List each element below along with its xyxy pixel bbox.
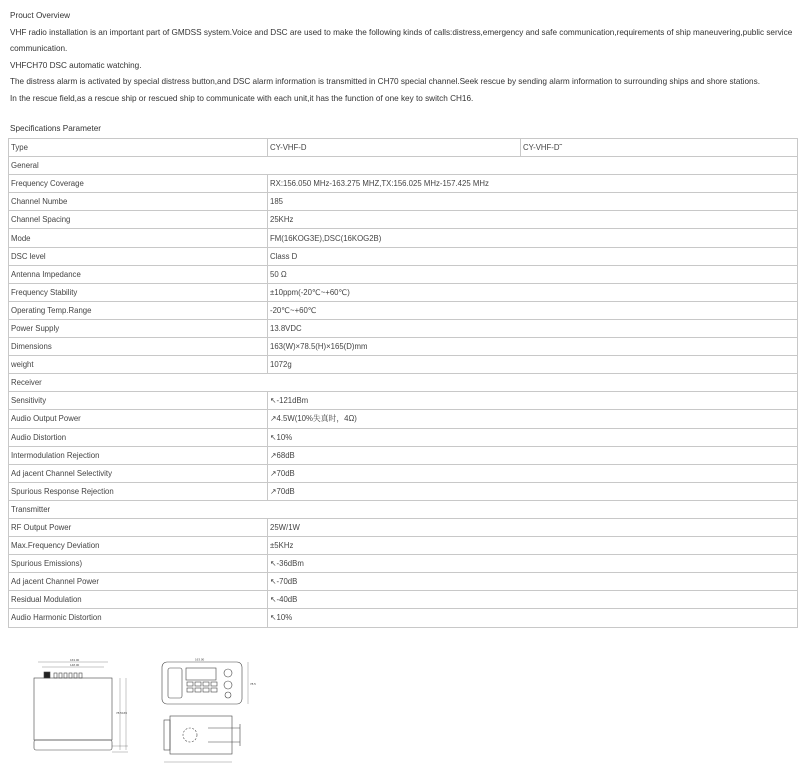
spec-row	[9, 211, 798, 229]
dim-label: 163.00	[70, 658, 80, 662]
technical-drawings	[30, 658, 270, 766]
spec-label: Sensitivity	[9, 392, 268, 410]
spec-row	[9, 464, 798, 482]
spec-label: RF Output Power	[9, 518, 268, 536]
overview-line: The distress alarm is activated by special distress button,and DSC alarm information is transmitted in CH70 special channel.Seek rescue by sending alarm information to surrounding ships and shore stations.	[10, 77, 760, 86]
dim-label: 78.5	[250, 682, 256, 686]
product-overview	[10, 8, 795, 107]
spec-label: Dimensions	[9, 338, 268, 356]
spec-row	[9, 319, 798, 337]
spec-value: ↖-121dBm	[268, 392, 798, 410]
spec-section-row	[9, 500, 798, 518]
section-title: Transmitter	[9, 500, 798, 518]
spec-value: ↗70dB	[268, 482, 798, 500]
spec-value: -20℃~+60℃	[268, 301, 798, 319]
dim-labels-side	[70, 658, 127, 715]
spec-label: Audio Distortion	[9, 428, 268, 446]
spec-value: 25W/1W	[268, 518, 798, 536]
spec-label: Intermodulation Rejection	[9, 446, 268, 464]
spec-row	[9, 301, 798, 319]
spec-label: Audio Output Power	[9, 410, 268, 428]
overview-line: VHFCH70 DSC automatic watching.	[10, 60, 142, 70]
header-model-1: CY-VHF-D	[268, 139, 521, 157]
spec-label: Spurious Emissions)	[9, 555, 268, 573]
spec-value: ↖-36dBm	[268, 555, 798, 573]
spec-row	[9, 283, 798, 301]
spec-row	[9, 446, 798, 464]
spec-label: Max.Frequency Deviation	[9, 537, 268, 555]
spec-row	[9, 193, 798, 211]
spec-label: Audio Harmonic Distortion	[9, 609, 268, 627]
spec-value: 185	[268, 193, 798, 211]
spec-value: ↗68dB	[268, 446, 798, 464]
spec-row	[9, 392, 798, 410]
top-view-drawing	[164, 716, 240, 762]
spec-row	[9, 555, 798, 573]
spec-row	[9, 247, 798, 265]
spec-label: Residual Modulation	[9, 591, 268, 609]
overview-line: In the rescue field,as a rescue ship or rescued ship to communicate with each unit,it has the function of one key to switch CH16.	[10, 93, 474, 103]
spec-section-row	[9, 374, 798, 392]
header-type: Type	[9, 139, 268, 157]
spec-row	[9, 428, 798, 446]
spec-row	[9, 482, 798, 500]
spec-row	[9, 265, 798, 283]
spec-label: Ad jacent Channel Selectivity	[9, 464, 268, 482]
dim-label: 78.5	[116, 711, 122, 715]
spec-label: Power Supply	[9, 319, 268, 337]
section-title: Receiver	[9, 374, 798, 392]
spec-table	[8, 138, 798, 628]
front-view-drawing	[162, 662, 248, 704]
dim-label: 163.00	[195, 658, 205, 662]
spec-label: Operating Temp.Range	[9, 301, 268, 319]
spec-row	[9, 537, 798, 555]
spec-value: RX:156.050 MHz-163.275 MHZ,TX:156.025 MHz-157.425 MHz	[268, 175, 798, 193]
spec-value: ↗70dB	[268, 464, 798, 482]
spec-section-row	[9, 157, 798, 175]
spec-row	[9, 591, 798, 609]
spec-row	[9, 229, 798, 247]
spec-label: weight	[9, 356, 268, 374]
dim-label: 148.00	[70, 663, 80, 667]
overview-title: Prouct Overview	[10, 11, 71, 20]
spec-value: ±5KHz	[268, 537, 798, 555]
spec-value: ±10ppm(-20℃~+60℃)	[268, 283, 798, 301]
header-model-2: CY-VHF-D˜	[521, 139, 798, 157]
spec-row	[9, 338, 798, 356]
spec-value: 25KHz	[268, 211, 798, 229]
section-title: General	[9, 157, 798, 175]
spec-value: 1072g	[268, 356, 798, 374]
spec-label: Frequency Stability	[9, 283, 268, 301]
spec-value: ↗4.5W(10%失真时，4Ω)	[268, 410, 798, 428]
spec-label: Channel Spacing	[9, 211, 268, 229]
spec-value: ↖-40dB	[268, 591, 798, 609]
spec-label: Spurious Response Rejection	[9, 482, 268, 500]
spec-row	[9, 356, 798, 374]
spec-label: Frequency Coverage	[9, 175, 268, 193]
overview-line: VHF radio installation is an important part of GMDSS system.Voice and DSC are used to make the following kinds of calls:distress,emergency and safe communication,requirements of ship maneuvering,public service communication.	[10, 27, 793, 53]
spec-value: 50 Ω	[268, 265, 798, 283]
spec-label: Ad jacent Channel Power	[9, 573, 268, 591]
spec-row	[9, 175, 798, 193]
spec-value: 163(W)×78.5(H)×165(D)mm	[268, 338, 798, 356]
spec-value: FM(16KOG3E),DSC(16KOG2B)	[268, 229, 798, 247]
spec-row	[9, 573, 798, 591]
spec-label: DSC level	[9, 247, 268, 265]
spec-label: Mode	[9, 229, 268, 247]
spec-value: 13.8VDC	[268, 319, 798, 337]
spec-value: ↖10%	[268, 609, 798, 627]
spec-title: Specifications Parameter	[10, 124, 102, 133]
spec-header-row	[9, 139, 798, 157]
spec-label: Channel Numbe	[9, 193, 268, 211]
spec-value: ↖-70dB	[268, 573, 798, 591]
spec-label: Antenna Impedance	[9, 265, 268, 283]
side-view-drawing	[34, 662, 128, 752]
spec-row	[9, 410, 798, 428]
spec-row	[9, 609, 798, 627]
dim-label: 165	[122, 711, 128, 715]
spec-value: ↖10%	[268, 428, 798, 446]
spec-value: Class D	[268, 247, 798, 265]
spec-row	[9, 518, 798, 536]
